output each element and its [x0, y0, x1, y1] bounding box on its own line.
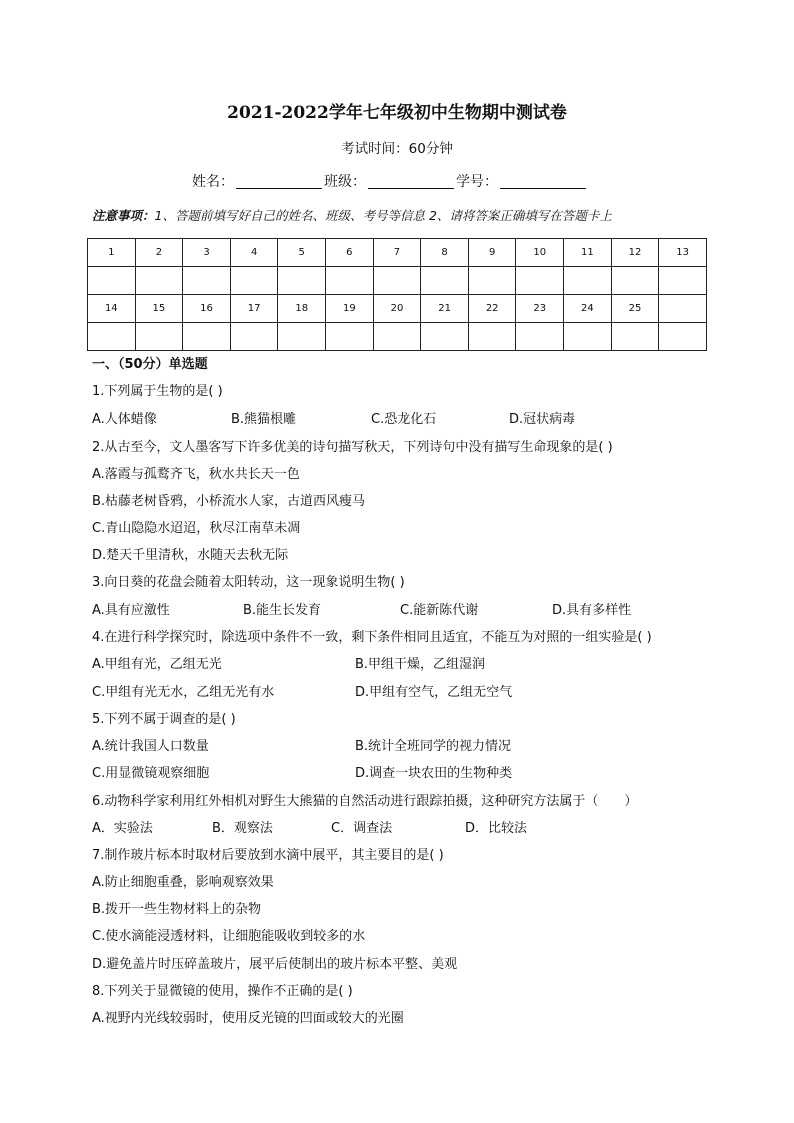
question-2-stem: 2.从古至今，文人墨客写下许多优美的诗句描写秋天，下列诗句中没有描写生命现象的是( )	[92, 440, 613, 455]
question-6-option-a[interactable]: A．实验法	[92, 821, 153, 836]
exam-duration: 考试时间：60分钟	[341, 141, 453, 157]
name-label: 姓名：	[192, 174, 234, 190]
grid-number-cell: 7	[373, 239, 421, 267]
grid-number-cell: 12	[611, 239, 659, 267]
answer-cell[interactable]	[421, 267, 469, 295]
question-4-stem: 4.在进行科学探究时，除选项中条件不一致，剩下条件相同且适宜，不能互为对照的一组实验是( )	[92, 630, 652, 645]
question-8-option-a[interactable]: A.视野内光线较弱时，使用反光镜的凹面或较大的光圈	[92, 1011, 404, 1026]
question-1-option-d[interactable]: D.冠状病毒	[509, 412, 576, 427]
question-7-option-d[interactable]: D.避免盖片时压碎盖玻片，展平后使制出的玻片标本平整、美观	[92, 957, 458, 972]
question-1-option-a[interactable]: A.人体蜡像	[92, 412, 157, 427]
answer-cell[interactable]	[421, 323, 469, 351]
question-7-stem: 7.制作玻片标本时取材后要放到水滴中展平，其主要目的是( )	[92, 848, 444, 863]
grid-number-cell: 2	[135, 239, 183, 267]
answer-cell[interactable]	[516, 323, 564, 351]
answer-cell[interactable]	[564, 267, 612, 295]
class-label: 班级：	[324, 174, 366, 190]
answer-cell[interactable]	[183, 323, 231, 351]
question-6-stem: 6.动物科学家利用红外相机对野生大熊猫的自然活动进行跟踪拍摄，这种研究方法属于（ ）	[92, 794, 638, 809]
grid-number-cell: 18	[278, 295, 326, 323]
grid-number-cell: 14	[88, 295, 136, 323]
grid-number-cell: 6	[326, 239, 374, 267]
answer-grid-answer-row-2	[88, 323, 707, 351]
answer-cell[interactable]	[659, 267, 707, 295]
grid-number-cell: 22	[468, 295, 516, 323]
question-5-stem: 5.下列不属于调查的是( )	[92, 712, 236, 727]
question-5-option-b[interactable]: B.统计全班同学的视力情况	[355, 739, 512, 754]
answer-grid-number-row-1	[88, 239, 707, 267]
grid-number-cell: 9	[468, 239, 516, 267]
answer-cell[interactable]	[230, 323, 278, 351]
question-4-option-a[interactable]: A.甲组有光，乙组无光	[92, 657, 222, 672]
answer-cell[interactable]	[230, 267, 278, 295]
grid-number-cell: 3	[183, 239, 231, 267]
section-heading: 一、（50分）单选题	[92, 357, 208, 372]
answer-cell[interactable]	[659, 323, 707, 351]
answer-cell[interactable]	[468, 323, 516, 351]
question-5-option-c[interactable]: C.用显微镜观察细胞	[92, 766, 210, 781]
question-1-stem: 1.下列属于生物的是( )	[92, 384, 223, 399]
answer-cell[interactable]	[564, 323, 612, 351]
question-5-option-a[interactable]: A.统计我国人口数量	[92, 739, 209, 754]
answer-cell[interactable]	[88, 323, 136, 351]
name-blank[interactable]	[236, 174, 322, 189]
answer-cell[interactable]	[135, 267, 183, 295]
question-8-stem: 8.下列关于显微镜的使用，操作不正确的是( )	[92, 984, 353, 999]
grid-number-cell: 15	[135, 295, 183, 323]
student-id-blank[interactable]	[500, 174, 586, 189]
notice-label: 注意事项：	[92, 208, 155, 223]
exam-notice	[92, 206, 612, 224]
grid-number-cell: 10	[516, 239, 564, 267]
question-1-option-c[interactable]: C.恐龙化石	[371, 412, 437, 427]
grid-number-cell: 21	[421, 295, 469, 323]
answer-cell[interactable]	[611, 323, 659, 351]
question-5-option-d[interactable]: D.调查一块农田的生物种类	[355, 766, 513, 781]
question-2-option-d[interactable]: D.楚天千里清秋，水随天去秋无际	[92, 548, 289, 563]
grid-number-cell: 16	[183, 295, 231, 323]
answer-cell[interactable]	[326, 267, 374, 295]
question-7-option-c[interactable]: C.使水滴能浸透材料，让细胞能吸收到较多的水	[92, 929, 366, 944]
question-6-option-d[interactable]: D．比较法	[465, 821, 528, 836]
question-2-option-b[interactable]: B.枯藤老树昏鸦，小桥流水人家，古道西风瘦马	[92, 494, 366, 509]
grid-number-cell: 5	[278, 239, 326, 267]
answer-cell[interactable]	[278, 267, 326, 295]
grid-number-cell: 19	[326, 295, 374, 323]
grid-number-cell: 13	[659, 239, 707, 267]
question-7-option-a[interactable]: A.防止细胞重叠，影响观察效果	[92, 875, 274, 890]
notice-text: 1、答题前填写好自己的姓名、班级、考号等信息 2、请将答案正确填写在答题卡上	[154, 208, 612, 223]
question-4-option-b[interactable]: B.甲组干燥，乙组湿润	[355, 657, 486, 672]
question-6-option-c[interactable]: C．调查法	[331, 821, 393, 836]
question-2-option-c[interactable]: C.青山隐隐水迢迢，秋尽江南草未凋	[92, 521, 301, 536]
grid-number-cell: 11	[564, 239, 612, 267]
question-3-option-d[interactable]: D.具有多样性	[552, 603, 632, 618]
answer-cell[interactable]	[278, 323, 326, 351]
answer-grid	[87, 238, 707, 351]
question-3-stem: 3.向日葵的花盘会随着太阳转动，这一现象说明生物( )	[92, 575, 405, 590]
answer-cell[interactable]	[516, 267, 564, 295]
answer-cell[interactable]	[88, 267, 136, 295]
class-blank[interactable]	[368, 174, 454, 189]
answer-cell[interactable]	[326, 323, 374, 351]
exam-title: 2021-2022学年七年级初中生物期中测试卷	[227, 103, 567, 123]
question-1-option-b[interactable]: B.熊猫根雕	[231, 412, 297, 427]
grid-number-cell: 1	[88, 239, 136, 267]
answer-grid-number-row-2	[88, 295, 707, 323]
student-info-line	[192, 171, 588, 191]
question-6-option-b[interactable]: B．观察法	[212, 821, 273, 836]
question-4-option-c[interactable]: C.甲组有光无水，乙组无光有水	[92, 685, 275, 700]
grid-number-cell: 4	[230, 239, 278, 267]
question-3-option-a[interactable]: A.具有应激性	[92, 603, 170, 618]
grid-number-cell: 24	[564, 295, 612, 323]
grid-number-cell: 8	[421, 239, 469, 267]
question-3-option-b[interactable]: B.能生长发育	[243, 603, 322, 618]
answer-cell[interactable]	[611, 267, 659, 295]
grid-number-cell: 17	[230, 295, 278, 323]
grid-number-cell: 25	[611, 295, 659, 323]
grid-number-cell	[659, 295, 707, 323]
question-7-option-b[interactable]: B.拨开一些生物材料上的杂物	[92, 902, 262, 917]
student-id-label: 学号：	[456, 174, 498, 190]
answer-cell[interactable]	[468, 267, 516, 295]
question-2-option-a[interactable]: A.落霞与孤鹜齐飞，秋水共长天一色	[92, 467, 300, 482]
question-4-option-d[interactable]: D.甲组有空气，乙组无空气	[355, 685, 513, 700]
answer-cell[interactable]	[183, 267, 231, 295]
answer-cell[interactable]	[373, 323, 421, 351]
grid-number-cell: 23	[516, 295, 564, 323]
answer-cell[interactable]	[135, 323, 183, 351]
answer-grid-answer-row-1	[88, 267, 707, 295]
grid-number-cell: 20	[373, 295, 421, 323]
question-3-option-c[interactable]: C.能新陈代谢	[400, 603, 479, 618]
answer-cell[interactable]	[373, 267, 421, 295]
